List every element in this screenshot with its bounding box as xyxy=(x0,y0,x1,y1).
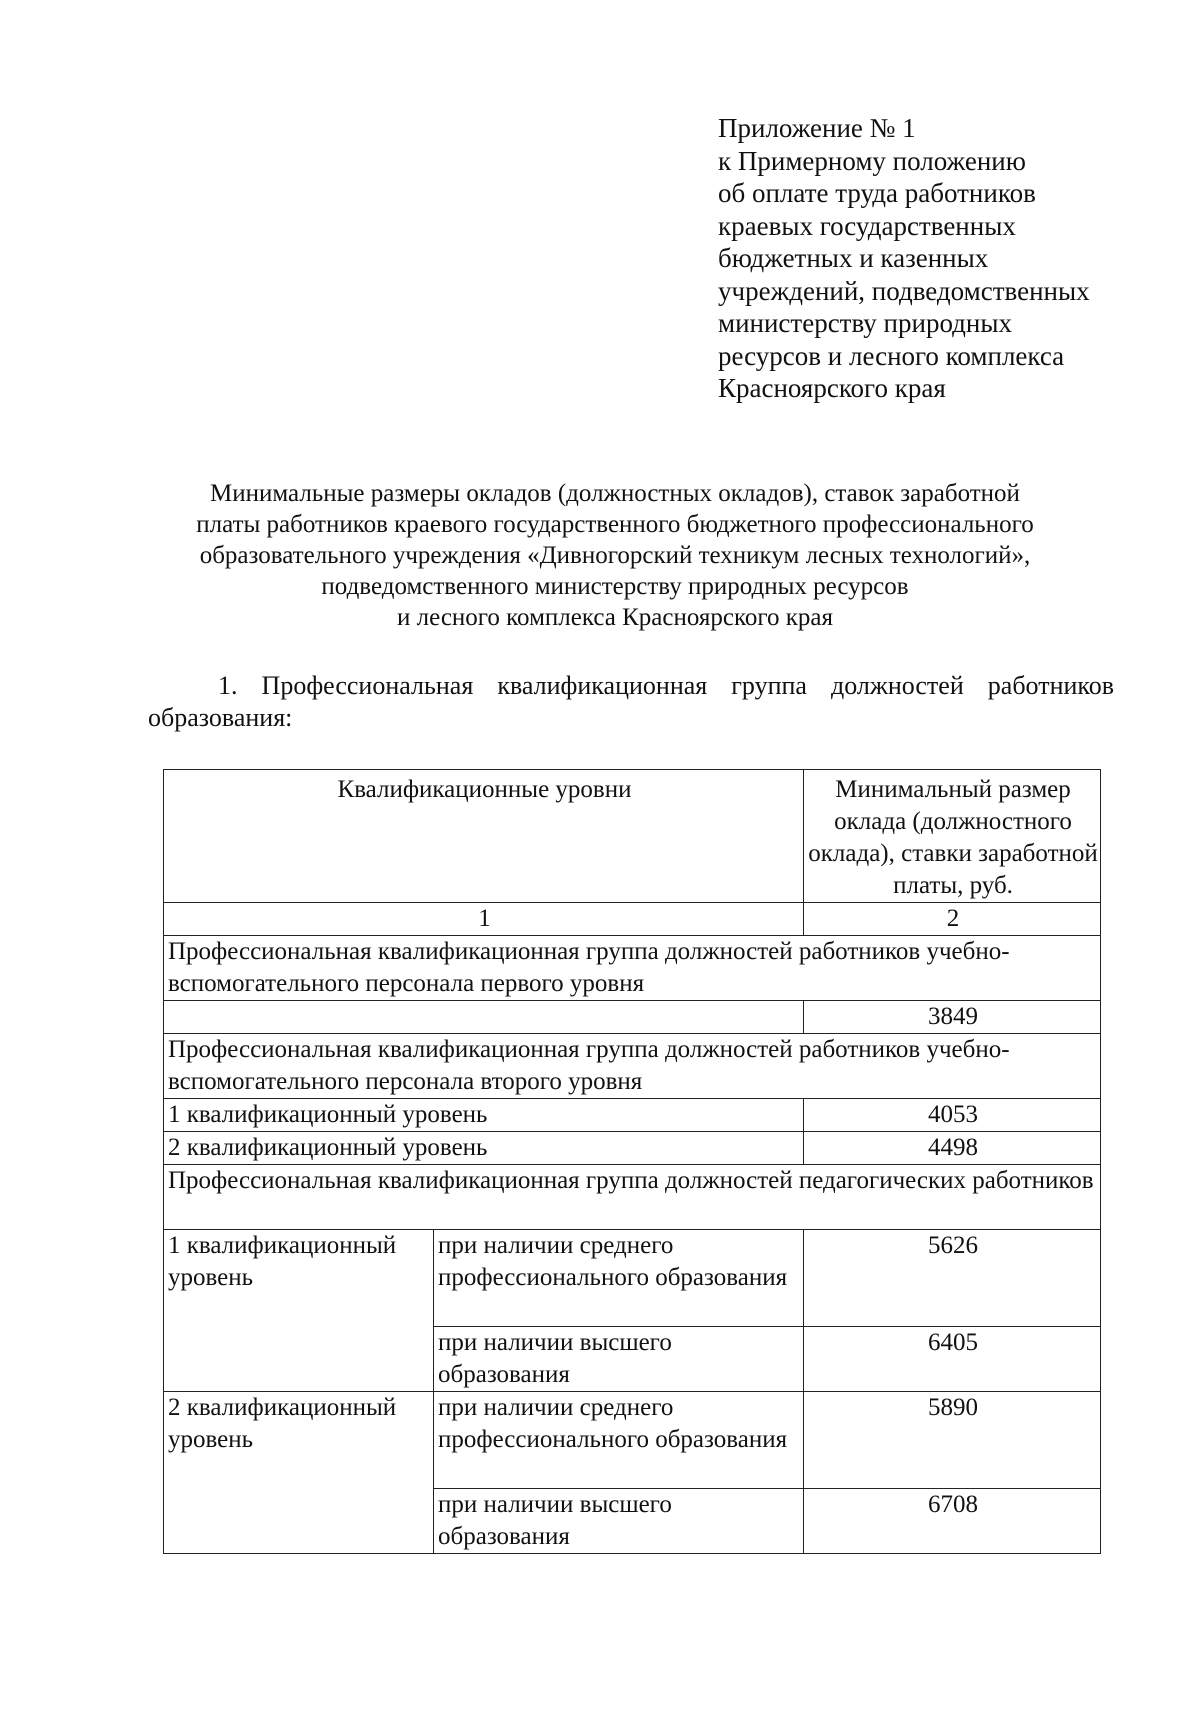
table-row xyxy=(164,1001,1101,1034)
table-header-row xyxy=(164,770,1101,903)
level-cell: 2 квалификационный уровень xyxy=(164,1132,804,1165)
value-cell: 4498 xyxy=(804,1132,1101,1165)
group1-title-row xyxy=(164,936,1101,1001)
value-cell: 5890 xyxy=(804,1392,1101,1489)
value-cell: 6405 xyxy=(804,1327,1101,1392)
value-cell: 6708 xyxy=(804,1489,1101,1554)
condition-cell: при наличии высшего образования xyxy=(434,1327,804,1392)
value-cell: 4053 xyxy=(804,1099,1101,1132)
group3-title-row xyxy=(164,1165,1101,1230)
condition-cell: при наличии среднего профессионального образования xyxy=(434,1392,804,1489)
level-cell: 1 квалификационный уровень xyxy=(164,1230,434,1392)
header-levels-cell: Квалификационные уровни xyxy=(164,770,804,903)
title-line: и лесного комплекса Красноярского края xyxy=(397,604,833,631)
annex-line: Приложение № 1 xyxy=(718,113,916,143)
header-min-salary-cell: Минимальный размер оклада (должностного оклада), ставки заработной платы, руб. xyxy=(804,770,1101,903)
table-row xyxy=(164,1392,1101,1489)
title-line: Минимальные размеры окладов (должностных окладов), ставок заработной xyxy=(210,480,1020,507)
group2-title-cell: Профессиональная квалификационная группа должностей работников учебно-вспомогательного персонала второго уровня xyxy=(164,1034,1101,1099)
value-cell: 5626 xyxy=(804,1230,1101,1327)
annex-line: министерству природных xyxy=(718,308,1013,338)
level-cell: 2 квалификационный уровень xyxy=(164,1392,434,1554)
table-row xyxy=(164,1230,1101,1327)
condition-cell: при наличии среднего профессионального образования xyxy=(434,1230,804,1327)
column-number-2: 2 xyxy=(804,903,1101,936)
annex-line: учреждений, подведомственных xyxy=(718,275,1090,306)
document-title xyxy=(120,478,1110,633)
section-heading xyxy=(148,670,1114,734)
group1-title-cell: Профессиональная квалификационная группа должностей работников учебно-вспомогательного персонала первого уровня xyxy=(164,936,1101,1001)
title-line: образовательного учреждения «Дивногорский техникум лесных технологий», xyxy=(199,542,1031,569)
annex-line: Красноярского края xyxy=(718,373,946,403)
group1-empty-cell xyxy=(164,1001,804,1034)
table-column-numbers-row xyxy=(164,903,1101,936)
section-heading-line2: образования: xyxy=(148,703,293,732)
group3-title-cell: Профессиональная квалификационная группа должностей педагогических работников xyxy=(164,1165,1101,1230)
title-line: подведомственного министерству природных ресурсов xyxy=(321,573,909,600)
salary-table xyxy=(163,769,1101,1554)
annex-header xyxy=(718,112,1090,405)
column-number-1: 1 xyxy=(164,903,804,936)
title-line: платы работников краевого государственного бюджетного профессионального xyxy=(196,511,1034,538)
level-cell: 1 квалификационный уровень xyxy=(164,1099,804,1132)
table-row xyxy=(164,1099,1101,1132)
group2-title-row xyxy=(164,1034,1101,1099)
annex-line: ресурсов и лесного комплекса xyxy=(718,340,1065,371)
group1-value-cell: 3849 xyxy=(804,1001,1101,1034)
condition-cell: при наличии высшего образования xyxy=(434,1489,804,1554)
annex-line: бюджетных и казенных xyxy=(718,243,989,273)
annex-line: краевых государственных xyxy=(718,210,1016,241)
table-row xyxy=(164,1132,1101,1165)
annex-line: об оплате труда работников xyxy=(718,178,1036,208)
annex-line: к Примерному положению xyxy=(718,145,1026,176)
section-heading-line1: 1. Профессиональная квалификационная группа должностей работников xyxy=(218,671,1114,700)
